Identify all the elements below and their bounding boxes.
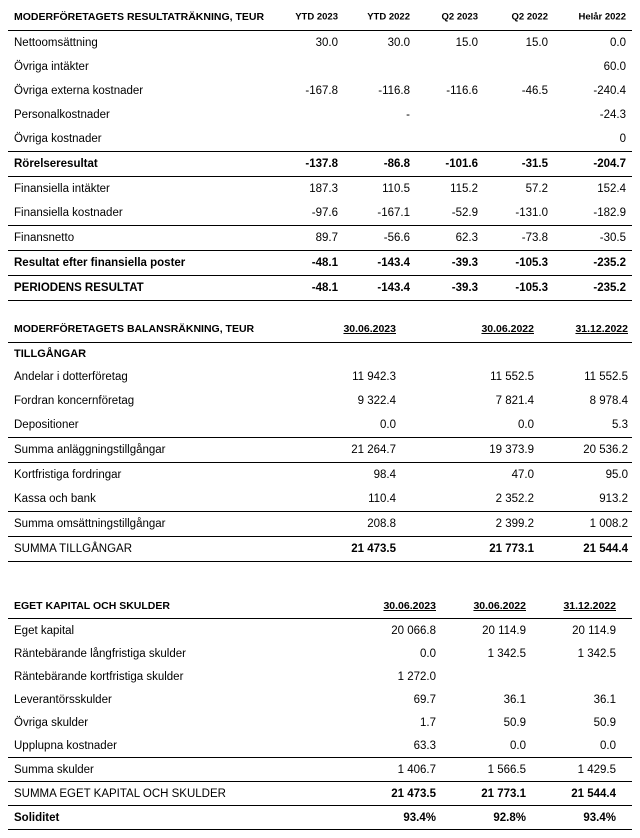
cell: 69.7 <box>413 693 436 706</box>
equity-title: EGET KAPITAL OCH SKULDER <box>14 600 170 612</box>
row-label: Resultat efter finansiella poster <box>14 257 186 269</box>
row-label: Övriga kostnader <box>14 133 102 145</box>
row-label: Rörelseresultat <box>14 158 98 170</box>
table-row <box>8 55 632 79</box>
col-header: 30.06.2022 <box>473 600 526 612</box>
cell: 0.0 <box>518 419 534 431</box>
col-header: Helår 2022 <box>578 11 626 23</box>
cell: 2 399.2 <box>495 518 534 530</box>
row-label: Finansnetto <box>14 232 75 244</box>
cell: 21 773.1 <box>489 543 534 555</box>
row-label: SUMMA TILLGÅNGAR <box>14 543 133 555</box>
cell: -97.6 <box>311 207 338 219</box>
equity-header <box>8 594 632 619</box>
cell: -101.6 <box>445 158 478 170</box>
cell: -48.1 <box>311 282 338 294</box>
table-row <box>8 365 632 389</box>
table-row <box>8 642 632 665</box>
income-statement <box>8 4 632 301</box>
cell: 30.0 <box>315 37 338 49</box>
col-header: YTD 2023 <box>295 11 338 23</box>
cell: 11 552.5 <box>584 371 628 383</box>
cell: 15.0 <box>455 37 478 49</box>
income-title: MODERFÖRETAGETS RESULTATRÄKNING, TEUR <box>14 11 265 23</box>
row-label: PERIODENS RESULTAT <box>14 282 144 294</box>
table-row <box>8 806 632 830</box>
row-label: Soliditet <box>14 811 60 824</box>
row-label: Kassa och bank <box>14 493 96 505</box>
row-label: Depositioner <box>14 419 79 431</box>
cell: -105.3 <box>515 282 548 294</box>
table-row <box>8 711 632 734</box>
row-label: Övriga intäkter <box>14 61 89 73</box>
table-row <box>8 177 632 201</box>
cell: 110.5 <box>382 183 410 195</box>
table-row <box>8 152 632 177</box>
cell: 152.4 <box>597 183 626 195</box>
row-label: Finansiella kostnader <box>14 207 123 219</box>
row-label: Eget kapital <box>14 624 75 637</box>
cell: 63.3 <box>413 739 436 752</box>
cell: -52.9 <box>451 207 478 219</box>
cell: 21 473.5 <box>391 787 436 800</box>
cell: 21 264.7 <box>351 444 396 456</box>
row-label: Övriga skulder <box>14 716 89 729</box>
cell: 21 544.4 <box>583 543 628 555</box>
cell: 36.1 <box>503 693 526 706</box>
cell: -39.3 <box>451 282 478 294</box>
table-row <box>8 31 632 55</box>
row-label: Räntebärande kortfristiga skulder <box>14 670 184 683</box>
table-row <box>8 537 632 562</box>
cell: 21 773.1 <box>481 787 526 800</box>
table-row <box>8 438 632 463</box>
col-header: YTD 2022 <box>367 11 410 23</box>
cell: 1 008.2 <box>589 518 628 530</box>
table-row <box>8 782 632 806</box>
income-header <box>8 4 632 31</box>
cell: 98.4 <box>373 469 396 481</box>
col-header: Q2 2022 <box>511 11 548 23</box>
cell: 57.2 <box>525 183 548 195</box>
cell: 1 272.0 <box>397 670 436 683</box>
cell: 208.8 <box>367 518 396 530</box>
balance-title: MODERFÖRETAGETS BALANSRÄKNING, TEUR <box>14 323 255 335</box>
cell: -143.4 <box>377 282 410 294</box>
row-label: Leverantörsskulder <box>14 693 112 706</box>
col-header: Q2 2023 <box>441 11 478 23</box>
cell: 95.0 <box>605 469 628 481</box>
cell: 19 373.9 <box>489 444 534 456</box>
cell: -48.1 <box>311 257 338 269</box>
cell: 93.4% <box>403 811 436 824</box>
cell: 0.0 <box>600 739 616 752</box>
row-label: Andelar i dotterföretag <box>14 371 128 383</box>
cell: -240.4 <box>593 85 626 97</box>
table-row <box>8 619 632 642</box>
cell: -86.8 <box>383 158 410 170</box>
row-label: SUMMA EGET KAPITAL OCH SKULDER <box>14 787 226 800</box>
cell: 1 566.5 <box>487 763 526 776</box>
cell: -30.5 <box>599 232 626 244</box>
cell: 0 <box>619 133 626 145</box>
cell: 187.3 <box>309 183 338 195</box>
cell: 913.2 <box>599 493 628 505</box>
table-row <box>8 463 632 487</box>
balance-sheet <box>8 316 632 562</box>
cell: 1.7 <box>420 716 436 729</box>
cell: 1 429.5 <box>577 763 616 776</box>
table-row <box>8 226 632 251</box>
cell: 36.1 <box>593 693 616 706</box>
cell: 60.0 <box>603 61 626 73</box>
row-label: Nettoomsättning <box>14 37 98 49</box>
cell: -105.3 <box>515 257 548 269</box>
cell: 20 114.9 <box>482 624 526 637</box>
row-label: Summa omsättningstillgångar <box>14 518 166 530</box>
table-row <box>8 413 632 438</box>
cell: 11 942.3 <box>352 371 396 383</box>
cell: -204.7 <box>593 158 626 170</box>
cell: -24.3 <box>599 109 626 121</box>
cell: 110.4 <box>368 493 396 505</box>
row-label: Fordran koncernföretag <box>14 395 135 407</box>
cell: 93.4% <box>583 811 616 824</box>
cell: -56.6 <box>383 232 410 244</box>
assets-heading: TILLGÅNGAR <box>14 348 87 360</box>
cell: 20 066.8 <box>391 624 436 637</box>
cell: 9 322.4 <box>357 395 396 407</box>
table-row <box>8 201 632 226</box>
cell: 1 342.5 <box>577 647 616 660</box>
table-row <box>8 487 632 512</box>
table-row <box>8 103 632 127</box>
cell: 1 406.7 <box>397 763 436 776</box>
cell: 8 978.4 <box>589 395 628 407</box>
cell: -73.8 <box>521 232 548 244</box>
cell: 50.9 <box>503 716 526 729</box>
cell: -167.1 <box>377 207 410 219</box>
table-row <box>8 688 632 711</box>
cell: 15.0 <box>525 37 548 49</box>
cell: 20 114.9 <box>572 624 616 637</box>
cell: 115.2 <box>450 183 478 195</box>
col-header: 30.06.2023 <box>383 600 436 612</box>
row-label: Räntebärande långfristiga skulder <box>14 647 186 660</box>
cell: -116.8 <box>378 85 410 97</box>
cell: 0.0 <box>420 647 436 660</box>
table-row <box>8 512 632 537</box>
cell: 2 352.2 <box>495 493 534 505</box>
cell: 50.9 <box>593 716 616 729</box>
cell: 62.3 <box>455 232 478 244</box>
cell: - <box>406 109 410 121</box>
cell: -182.9 <box>593 207 626 219</box>
col-header: 31.12.2022 <box>563 600 616 612</box>
cell: 0.0 <box>380 419 396 431</box>
row-label: Summa skulder <box>14 763 94 776</box>
cell: -235.2 <box>593 282 626 294</box>
table-row <box>8 79 632 103</box>
table-row <box>8 127 632 152</box>
cell: 47.0 <box>511 469 534 481</box>
cell: -167.8 <box>305 85 338 97</box>
row-label: Personalkostnader <box>14 109 110 121</box>
cell: 21 544.4 <box>571 787 616 800</box>
row-label: Summa anläggningstillgångar <box>14 444 166 456</box>
cell: -235.2 <box>593 257 626 269</box>
equity-liabilities <box>8 594 632 830</box>
table-row <box>8 665 632 688</box>
cell: -46.5 <box>521 85 548 97</box>
cell: -143.4 <box>377 257 410 269</box>
cell: 0.0 <box>510 739 526 752</box>
cell: -137.8 <box>305 158 338 170</box>
cell: -116.6 <box>446 85 478 97</box>
row-label: Upplupna kostnader <box>14 739 117 752</box>
cell: 0.0 <box>610 37 626 49</box>
cell: -39.3 <box>451 257 478 269</box>
cell: 30.0 <box>387 37 410 49</box>
cell: -31.5 <box>521 158 548 170</box>
cell: 5.3 <box>612 419 628 431</box>
cell: 92.8% <box>493 811 526 824</box>
cell: 1 342.5 <box>487 647 526 660</box>
table-row <box>8 389 632 413</box>
col-header: 31.12.2022 <box>575 323 628 335</box>
cell: 20 536.2 <box>583 444 628 456</box>
cell: 11 552.5 <box>490 371 534 383</box>
col-header: 30.06.2022 <box>481 323 534 335</box>
row-label: Kortfristiga fordringar <box>14 469 122 481</box>
row-label: Övriga externa kostnader <box>14 85 144 97</box>
balance-header <box>8 316 632 343</box>
col-header: 30.06.2023 <box>343 323 396 335</box>
cell: 21 473.5 <box>351 543 396 555</box>
cell: 7 821.4 <box>495 395 534 407</box>
cell: 89.7 <box>315 232 338 244</box>
table-row <box>8 276 632 301</box>
table-row <box>8 758 632 782</box>
section-heading <box>8 343 632 365</box>
table-row <box>8 734 632 758</box>
table-row <box>8 251 632 276</box>
row-label: Finansiella intäkter <box>14 183 110 195</box>
cell: -131.0 <box>515 207 548 219</box>
